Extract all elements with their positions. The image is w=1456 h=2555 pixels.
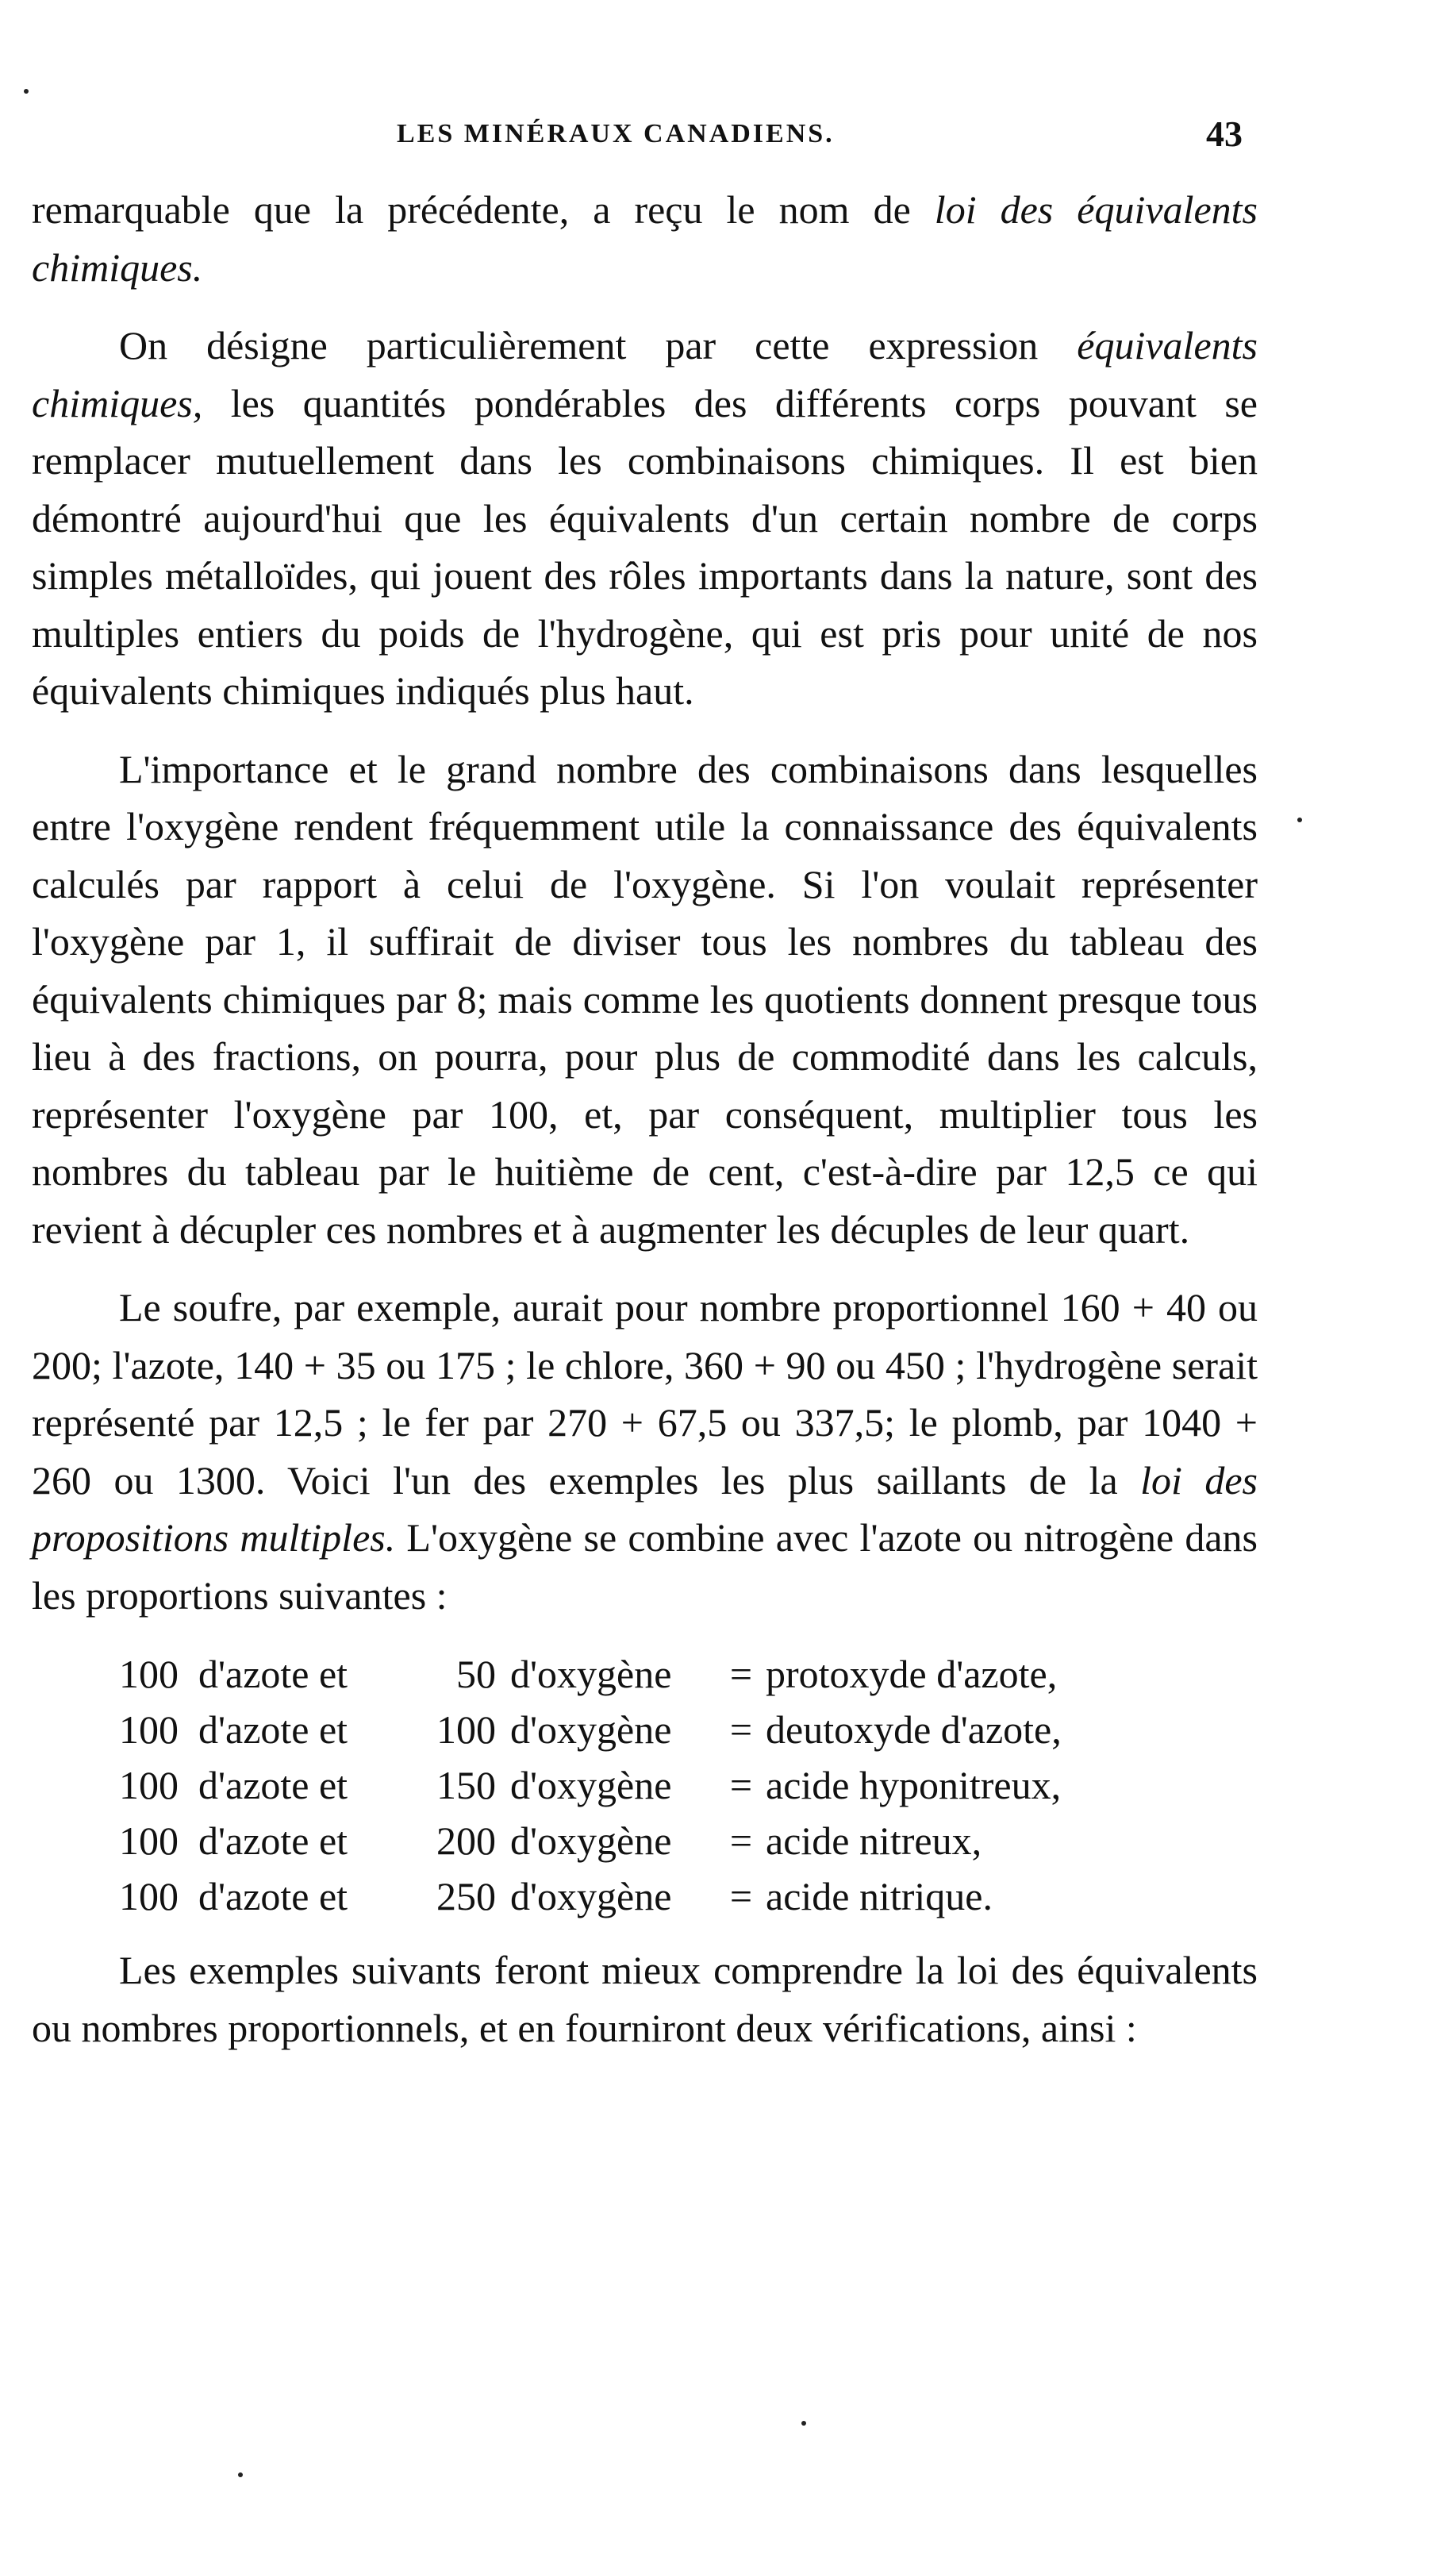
compound-name: acide nitreux, — [766, 1818, 982, 1863]
paragraph-1 — [32, 181, 1258, 296]
equals-sign: = — [729, 1652, 753, 1696]
equals-sign: = — [729, 1707, 753, 1752]
nitrogen-label: d'azote et — [198, 1818, 348, 1863]
paragraph-2-start: On désigne particulièrement par cette expression — [119, 323, 1078, 367]
nitrogen-label: d'azote et — [198, 1707, 348, 1752]
print-speck — [238, 2472, 243, 2477]
equals-sign: = — [729, 1874, 753, 1918]
nitrogen-quantity: 100 — [119, 1763, 179, 1807]
oxygen-label: d'oxygène — [510, 1763, 672, 1807]
nitrogen-quantity: 100 — [119, 1652, 179, 1696]
compound-name: deutoxyde d'azote, — [766, 1707, 1062, 1752]
paragraph-4-rest: L'oxygène se combine avec l'azote ou nitrogène dans les proportions suivantes : — [32, 1515, 1258, 1618]
paragraph-3: L'importance et le grand nombre des combinaisons dans lesquelles entre l'oxygène rendent fréquemment utile la connaissance des équivalents calculés par rapport à celui de l'oxygène. Si l'on voulait représenter l'oxygène par 1, il suffirait de diviser tous les nombres du tableau des équivalents chimiques par 8; mais comme les quotients donnent presque tous lieu à des fractions, on pourra, pour plus de commodité dans les calculs, représenter l'oxygène par 100, et, par conséquent, multiplier tous les nombres du tableau par le huitième de cent, c'est-à-dire par 12,5 ce qui revient à décupler ces nombres et à augmenter les décuples de leur quart. — [32, 746, 1258, 1252]
equals-sign: = — [729, 1763, 753, 1807]
oxygen-quantity: 200 — [436, 1818, 496, 1863]
nitrogen-label: d'azote et — [198, 1763, 348, 1807]
term-italic: équivalents chimiques, — [32, 323, 1258, 425]
nitrogen-quantity: 100 — [119, 1707, 179, 1752]
paragraph-4 — [32, 1279, 1258, 1624]
equals-sign: = — [729, 1818, 753, 1863]
paragraph-2 — [32, 317, 1258, 720]
oxygen-quantity: 150 — [436, 1763, 496, 1807]
nitrogen-label: d'azote et — [198, 1652, 348, 1696]
list-item — [119, 1702, 1258, 1757]
oxygen-quantity: 50 — [456, 1652, 496, 1696]
paragraph-4-start: Le soufre, par exemple, aurait pour nombre proportionnel 160 + 40 ou 200; l'azote, 140 + 35 ou 175 ; le chlore, 360 + 90 ou 450 ; l'hydrogène serait représenté par 12,5 ; le fer par 270 + 67,5 ou 337,5; le plomb, par 1040 + 260 ou 1300. Voici l'un des exemples les plus saillants de la — [32, 1285, 1258, 1503]
list-item — [119, 1813, 1258, 1868]
nitrogen-quantity: 100 — [119, 1818, 179, 1863]
nitrogen-label: d'azote et — [198, 1874, 348, 1918]
paragraph-2-rest: les quantités pondérables des différents corps pouvant se remplacer mutuellement dans les combinaisons chimiques. Il est bien démontré aujourd'hui que les équivalents d'un certain nombre de corps simples métalloïdes, qui jouent des rôles importants dans la nature, sont des multiples entiers du poids de l'hydrogène, qui est pris pour unité de nos équivalents chimiques indiqués plus haut. — [32, 380, 1258, 713]
compound-name: acide nitrique. — [766, 1874, 993, 1918]
list-item — [119, 1646, 1258, 1702]
paragraph-5: Les exemples suivants feront mieux comprendre la loi des équivalents ou nombres proportionnels, et en fourniront deux vérifications, ainsi : — [32, 1948, 1258, 2050]
oxygen-quantity: 100 — [436, 1707, 496, 1752]
compound-name: acide hyponitreux, — [766, 1763, 1062, 1807]
running-title: LES MINÉRAUX CANADIENS. — [397, 119, 835, 148]
print-speck — [801, 2421, 806, 2426]
nitrogen-quantity: 100 — [119, 1874, 179, 1918]
paragraph-1-text: remarquable que la précédente, a reçu le nom de — [32, 187, 935, 232]
oxygen-label: d'oxygène — [510, 1818, 672, 1863]
list-item — [119, 1868, 1258, 1924]
proportions-list — [119, 1646, 1258, 1924]
oxygen-quantity: 250 — [436, 1874, 496, 1918]
print-speck — [24, 89, 29, 94]
oxygen-label: d'oxygène — [510, 1707, 672, 1752]
law-multiple-italic: loi des propositions multiples. — [32, 1457, 1258, 1560]
print-speck — [1297, 818, 1302, 822]
page-number: 43 — [1206, 114, 1243, 154]
oxygen-label: d'oxygène — [510, 1874, 672, 1918]
list-item — [119, 1757, 1258, 1813]
compound-name: protoxyde d'azote, — [766, 1652, 1058, 1696]
page-body — [32, 181, 1258, 2057]
law-name-italic: loi des équivalents chimiques. — [32, 187, 1258, 290]
oxygen-label: d'oxygène — [510, 1652, 672, 1696]
